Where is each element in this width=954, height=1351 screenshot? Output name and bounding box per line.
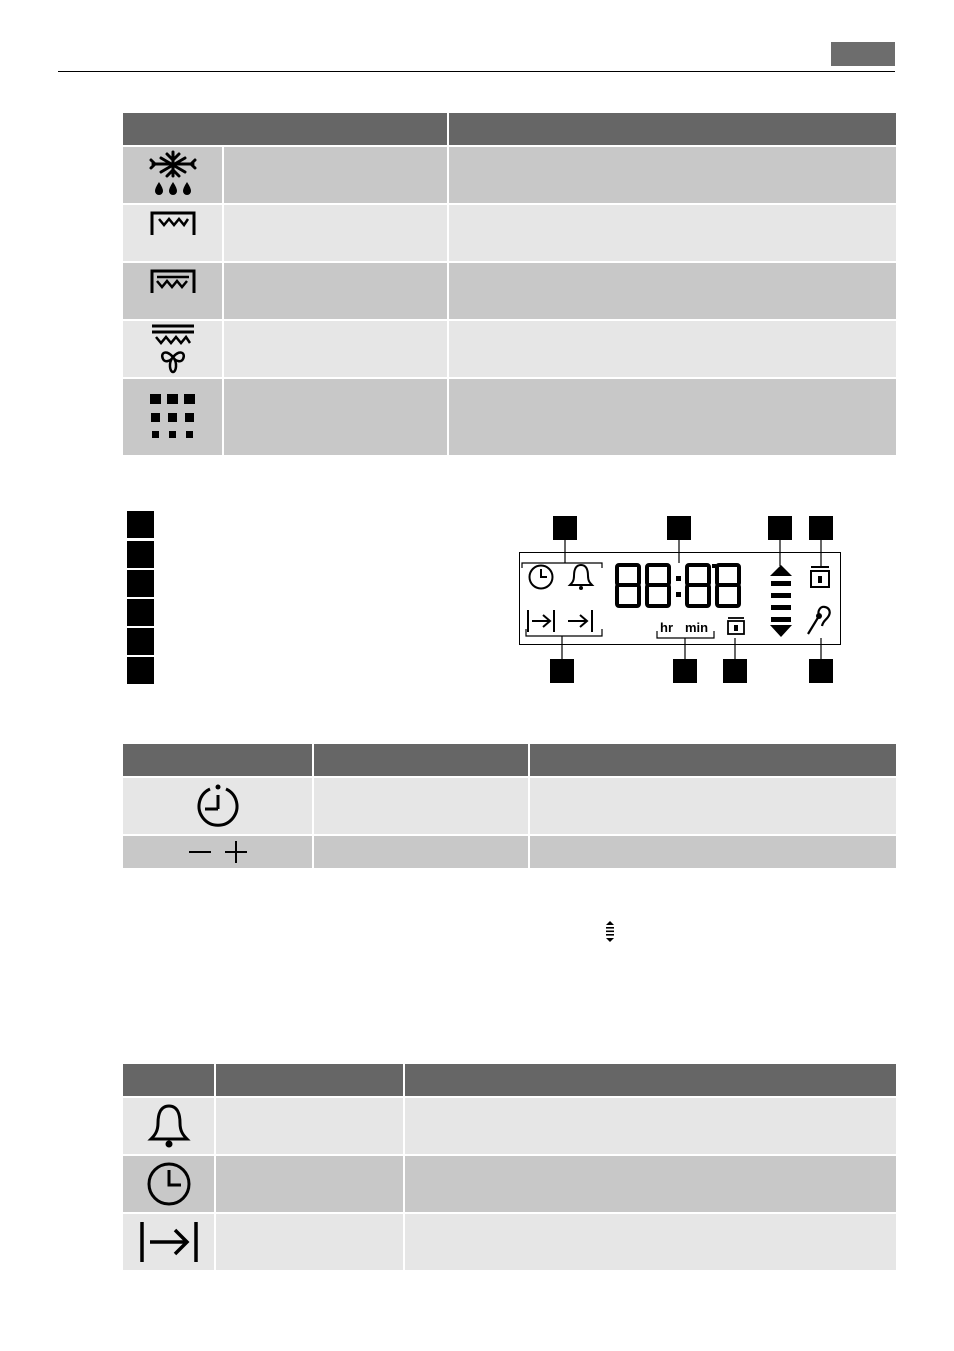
function-description-cell — [448, 320, 897, 378]
legend-marker — [127, 511, 154, 538]
bell-icon — [147, 1102, 191, 1150]
duration-icon — [137, 1218, 201, 1266]
table-header-row — [122, 743, 897, 777]
lcd-digits-graphic — [614, 562, 746, 610]
grill-icon — [148, 267, 198, 297]
minus-plus-icon — [183, 840, 253, 864]
function-name-cell — [215, 1213, 404, 1271]
function-name-cell — [313, 835, 529, 869]
table-row — [122, 1097, 897, 1155]
lcd-lock-small-icon — [726, 616, 746, 636]
lcd-lock-icon — [808, 564, 832, 590]
table-header-row — [122, 112, 897, 146]
function-name-cell — [223, 204, 448, 262]
icon-cell — [122, 204, 223, 262]
table-header-cell — [122, 112, 448, 146]
table-header-cell — [529, 743, 897, 777]
function-name-cell — [313, 777, 529, 835]
icon-cell — [122, 1213, 215, 1271]
defrost-icon — [145, 150, 201, 200]
table-header-cell — [448, 112, 897, 146]
legend-marker — [127, 570, 154, 597]
lcd-bell-icon — [567, 562, 595, 592]
legend-marker — [127, 541, 154, 568]
table-header-cell — [122, 743, 313, 777]
table-row — [122, 320, 897, 378]
function-name-cell — [223, 262, 448, 320]
legend-marker — [127, 599, 154, 626]
table-header-cell — [215, 1063, 404, 1097]
icon-cell — [122, 320, 223, 378]
icon-cell — [122, 835, 313, 869]
table-row — [122, 1155, 897, 1213]
oven-functions-table — [121, 111, 898, 457]
lcd-heat-level-icon — [768, 563, 794, 639]
table-header-cell — [313, 743, 529, 777]
table-row — [122, 1213, 897, 1271]
legend-marker — [127, 628, 154, 655]
function-description-cell — [529, 835, 897, 869]
table-row — [122, 146, 897, 204]
lcd-digits-text — [614, 562, 617, 563]
icon-cell — [122, 1097, 215, 1155]
function-description-cell — [448, 378, 897, 456]
clock-functions-table — [121, 1062, 898, 1272]
clock-icon — [145, 1160, 193, 1208]
page-tab — [831, 42, 895, 66]
top-heat-icon — [148, 209, 198, 239]
fan-grill-icon — [148, 323, 198, 375]
table-header-row — [122, 1063, 897, 1097]
heat-level-mini-icon — [605, 920, 615, 944]
table-row — [122, 204, 897, 262]
icon-cell — [122, 777, 313, 835]
lcd-duration-icon — [525, 608, 557, 634]
lcd-meat-probe-icon — [805, 604, 835, 636]
lcd-end-time-icon — [565, 608, 597, 634]
function-name-cell — [223, 378, 448, 456]
function-description-cell — [404, 1213, 897, 1271]
table-row — [122, 777, 897, 835]
icon-cell — [122, 262, 223, 320]
function-description-cell — [448, 262, 897, 320]
table-header-cell — [404, 1063, 897, 1097]
function-name-cell — [223, 320, 448, 378]
header-rule — [58, 71, 895, 72]
icon-cell — [122, 378, 223, 456]
function-name-cell — [223, 146, 448, 204]
table-row — [122, 835, 897, 869]
function-name-cell — [215, 1155, 404, 1213]
legend-marker — [127, 657, 154, 684]
table-row — [122, 378, 897, 456]
lcd-minutes-label: min — [685, 620, 709, 635]
icon-cell — [122, 1155, 215, 1213]
function-description-cell — [448, 204, 897, 262]
function-description-cell — [404, 1155, 897, 1213]
icon-cell — [122, 146, 223, 204]
lcd-clock-icon — [527, 563, 555, 591]
table-header-cell — [122, 1063, 215, 1097]
sensor-fields-table — [121, 742, 898, 870]
function-name-cell — [215, 1097, 404, 1155]
table-row — [122, 262, 897, 320]
lcd-hours-label: hr — [660, 620, 673, 635]
quick-heat-dots-icon — [147, 392, 199, 442]
function-description-cell — [448, 146, 897, 204]
function-description-cell — [529, 777, 897, 835]
clock-info-icon — [193, 781, 243, 831]
function-description-cell — [404, 1097, 897, 1155]
